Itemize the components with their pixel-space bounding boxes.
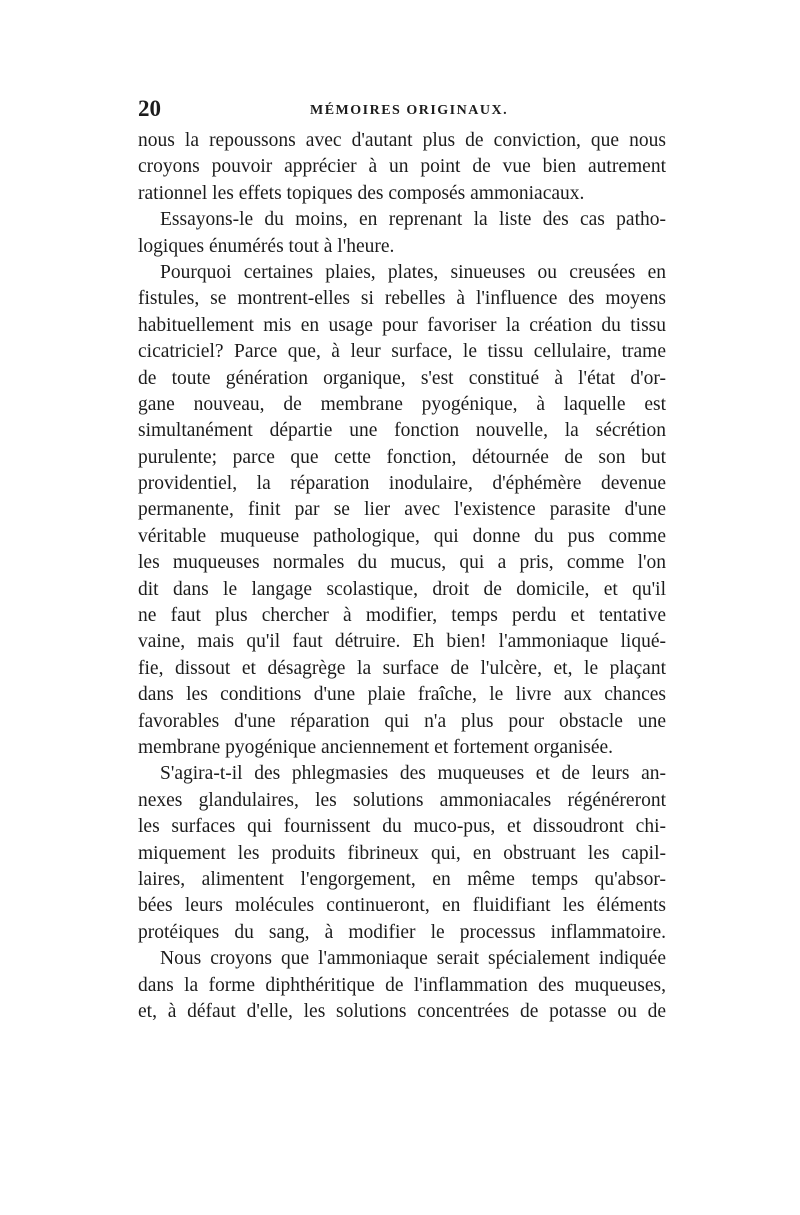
text-line: ne faut plus chercher à modifier, temps perdu et tentative <box>138 605 666 627</box>
text-line: les surfaces qui fournissent du muco-pus, et dissoudront chi- <box>138 816 666 838</box>
text-line: protéiques du sang, à modifier le processus inflammatoire. <box>138 921 666 943</box>
text-line: vaine, mais qu'il faut détruire. Eh bien! l'ammoniaque liqué- <box>138 631 666 653</box>
text-line: dit dans le langage scolastique, droit de domicile, et qu'il <box>138 578 666 600</box>
text-line: bées leurs molécules continueront, en fluidifiant les éléments <box>138 895 666 917</box>
text-line: cicatriciel? Parce que, à leur surface, le tissu cellulaire, trame <box>138 341 666 363</box>
text-line: Pourquoi certaines plaies, plates, sinueuses ou creusées en <box>160 261 666 283</box>
text-line: nous la repoussons avec d'autant plus de conviction, que nous <box>138 130 666 151</box>
text-line: favorables d'une réparation qui n'a plus pour obstacle une <box>138 710 666 732</box>
text-line: membrane pyogénique anciennement et fortement organisée. <box>138 736 614 758</box>
text-line: laires, alimentent l'engorgement, en même temps qu'absor- <box>138 868 666 890</box>
page-number: 20 <box>138 96 161 121</box>
text-line: providentiel, la réparation inodulaire, d'éphémère devenue <box>138 473 666 495</box>
text-line: croyons pouvoir apprécier à un point de vue bien autrement <box>138 156 666 178</box>
text-line: et, à défaut d'elle, les solutions concentrées de potasse ou de <box>138 1000 666 1022</box>
running-head: MÉMOIRES ORIGINAUX. <box>310 103 509 118</box>
text-line: dans la forme diphthéritique de l'inflammation des muqueuses, <box>138 974 666 996</box>
text-line: purulente; parce que cette fonction, détournée de son but <box>138 446 666 468</box>
text-line: fistules, se montrent-elles si rebelles à l'influence des moyens <box>138 288 666 310</box>
text-line: de toute génération organique, s'est constitué à l'état d'or- <box>138 367 666 389</box>
text-line: simultanément départie une fonction nouvelle, la sécrétion <box>138 420 666 442</box>
text-line: habituellement mis en usage pour favoriser la création du tissu <box>138 314 666 336</box>
text-line: S'agira-t-il des phlegmasies des muqueuses et de leurs an- <box>160 763 666 785</box>
text-line: fie, dissout et désagrège la surface de l'ulcère, et, le plaçant <box>138 657 666 679</box>
text-line: les muqueuses normales du mucus, qui a pris, comme l'on <box>138 552 666 574</box>
text-line: permanente, finit par se lier avec l'existence parasite d'une <box>138 499 666 521</box>
text-line: rationnel les effets topiques des composés ammoniacaux. <box>138 182 585 204</box>
text-line: gane nouveau, de membrane pyogénique, à laquelle est <box>138 393 666 415</box>
text-line: Essayons-le du moins, en reprenant la liste des cas patho- <box>160 209 666 231</box>
text-line: dans les conditions d'une plaie fraîche, le livre aux chances <box>138 684 666 706</box>
page-header <box>138 96 666 126</box>
text-line: véritable muqueuse pathologique, qui donne du pus comme <box>138 525 666 547</box>
text-line: Nous croyons que l'ammoniaque serait spécialement indiquée <box>160 948 666 970</box>
text-line: miquement les produits fibrineux qui, en obstruant les capil- <box>138 842 666 864</box>
body-text <box>138 128 666 1025</box>
text-line: logiques énumérés tout à l'heure. <box>138 235 395 257</box>
text-line: nexes glandulaires, les solutions ammoniacales régénéreront <box>138 789 666 811</box>
